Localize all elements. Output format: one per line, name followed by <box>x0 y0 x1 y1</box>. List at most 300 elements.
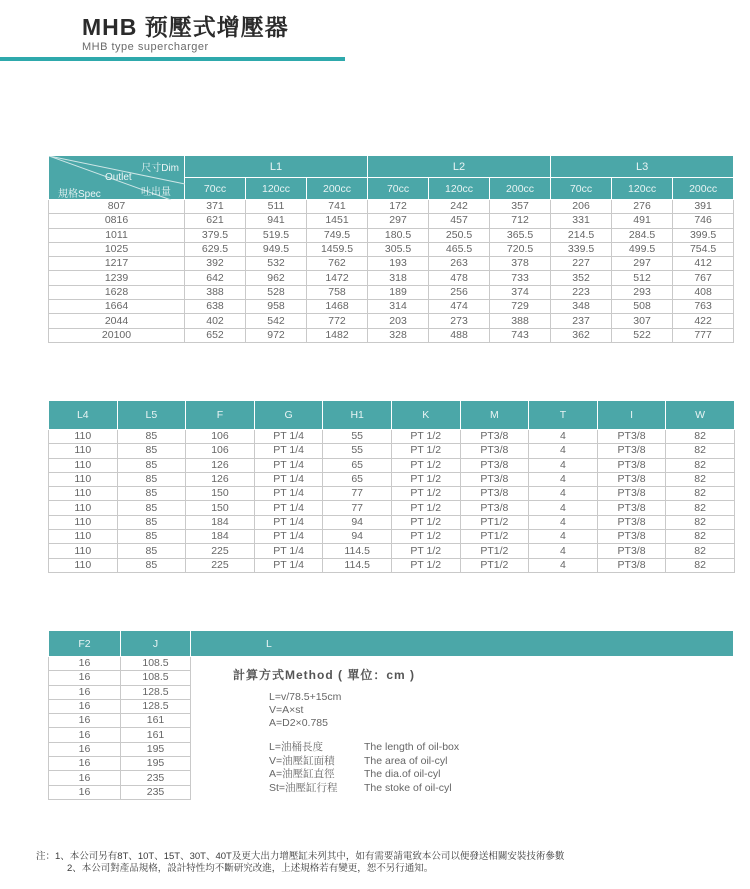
table1-value-cell: 206 <box>551 200 612 214</box>
table2-value-cell: PT 1/4 <box>254 487 323 501</box>
page-header <box>82 14 289 53</box>
table2-value-cell: PT1/2 <box>460 558 529 572</box>
table2-header: M <box>460 401 529 430</box>
table2-value-cell: 82 <box>666 430 735 444</box>
table2-value-cell: PT1/2 <box>460 544 529 558</box>
table2-value-cell: PT 1/2 <box>391 558 460 572</box>
table2-value-cell: PT 1/2 <box>391 444 460 458</box>
method-definitions <box>269 741 734 795</box>
table1-value-cell: 1468 <box>307 300 368 314</box>
footnote-line: 注：1、本公司另有8T、10T、15T、30T、40T及更大出力增壓缸未列其中，如有需要請電致本公司以便發送相關安裝技術參數 <box>36 851 565 862</box>
page-title: MHB 预壓式增壓器 <box>82 14 289 40</box>
table2-row <box>49 430 735 444</box>
table2-value-cell: 94 <box>323 530 392 544</box>
table2-value-cell: 82 <box>666 472 735 486</box>
table2-value-cell: 4 <box>529 558 598 572</box>
formula-line: A=D2×0.785 <box>269 717 328 729</box>
table1-subheader: 120cc <box>246 178 307 200</box>
table1-value-cell: 733 <box>490 271 551 285</box>
table1-value-cell: 512 <box>612 271 673 285</box>
table1-value-cell: 528 <box>246 285 307 299</box>
table1-row <box>49 257 734 271</box>
table1-row <box>49 271 734 285</box>
table2-value-cell: 77 <box>323 487 392 501</box>
table1-value-cell: 741 <box>307 200 368 214</box>
table2-value-cell: 55 <box>323 430 392 444</box>
table1-value-cell: 352 <box>551 271 612 285</box>
table1-value-cell: 712 <box>490 214 551 228</box>
table2-value-cell: PT 1/2 <box>391 472 460 486</box>
table2-value-cell: PT 1/2 <box>391 430 460 444</box>
table1-subheader: 70cc <box>368 178 429 200</box>
table2-value-cell: 4 <box>529 530 598 544</box>
table2-value-cell: 110 <box>49 472 118 486</box>
definition-zh: L=油桶長度 <box>269 741 323 753</box>
table2-value-cell: 85 <box>117 530 186 544</box>
table1-value-cell: 256 <box>429 285 490 299</box>
table1-value-cell: 972 <box>246 328 307 342</box>
table1-value-cell: 172 <box>368 200 429 214</box>
table1-subheader: 120cc <box>612 178 673 200</box>
table1-value-cell: 297 <box>612 257 673 271</box>
table3-value-cell: 128.5 <box>121 699 191 713</box>
table2-value-cell: 65 <box>323 458 392 472</box>
table2-value-cell: 4 <box>529 430 598 444</box>
table1-value-cell: 214.5 <box>551 228 612 242</box>
table2-value-cell: 110 <box>49 515 118 529</box>
table1-row <box>49 300 734 314</box>
table2-value-cell: 82 <box>666 487 735 501</box>
table1-row <box>49 228 734 242</box>
table1-corner-header <box>49 156 185 200</box>
definition-en: The stoke of oil-cyl <box>364 781 452 794</box>
table2-value-cell: 85 <box>117 487 186 501</box>
table1-value-cell: 777 <box>673 328 734 342</box>
table1-value-cell: 362 <box>551 328 612 342</box>
table1-value-cell: 371 <box>185 200 246 214</box>
corner-label-spec: 規格Spec <box>58 189 101 200</box>
table1-value-cell: 763 <box>673 300 734 314</box>
table2-value-cell: PT3/8 <box>460 472 529 486</box>
table1-spec-cell: 1217 <box>49 257 185 271</box>
definition-zh: St=油壓缸行程 <box>269 781 338 794</box>
table2-value-cell: 85 <box>117 430 186 444</box>
table2-value-cell: PT 1/4 <box>254 501 323 515</box>
table1-value-cell: 293 <box>612 285 673 299</box>
table2-row <box>49 530 735 544</box>
table2-value-cell: PT3/8 <box>597 472 666 486</box>
table1-value-cell: 273 <box>429 314 490 328</box>
definition-en: The area of oil-cyl <box>364 754 448 767</box>
definition-en: The dia.of oil-cyl <box>364 768 441 780</box>
table2-value-cell: PT 1/4 <box>254 458 323 472</box>
table1-row <box>49 285 734 299</box>
table2-value-cell: 85 <box>117 558 186 572</box>
table2-value-cell: 110 <box>49 487 118 501</box>
corner-label-tuchu: 吐出量 <box>141 187 171 198</box>
table1-value-cell: 189 <box>368 285 429 299</box>
definition-zh: V=油壓缸面積 <box>269 754 335 767</box>
table2-value-cell: PT3/8 <box>597 501 666 515</box>
table1-value-cell: 522 <box>612 328 673 342</box>
table2-value-cell: 114.5 <box>323 558 392 572</box>
table1-value-cell: 328 <box>368 328 429 342</box>
table1-spec-cell: 1011 <box>49 228 185 242</box>
table2-value-cell: PT3/8 <box>597 444 666 458</box>
table1-value-cell: 314 <box>368 300 429 314</box>
table1-value-cell: 331 <box>551 214 612 228</box>
table2-value-cell: PT3/8 <box>597 430 666 444</box>
table1-value-cell: 408 <box>673 285 734 299</box>
table1-value-cell: 365.5 <box>490 228 551 242</box>
table1-value-cell: 941 <box>246 214 307 228</box>
table1-value-cell: 227 <box>551 257 612 271</box>
table2-value-cell: PT 1/4 <box>254 544 323 558</box>
table1-value-cell: 180.5 <box>368 228 429 242</box>
table2-value-cell: PT3/8 <box>460 430 529 444</box>
table1-value-cell: 339.5 <box>551 242 612 256</box>
table3-l-cell <box>191 657 734 800</box>
table1-value-cell: 348 <box>551 300 612 314</box>
table3-value-cell: 108.5 <box>121 671 191 685</box>
table1-spec-cell: 20100 <box>49 328 185 342</box>
table2-header: F <box>186 401 255 430</box>
definition-row <box>269 755 734 769</box>
table1-value-cell: 729 <box>490 300 551 314</box>
definition-row <box>269 741 734 755</box>
method-block <box>191 657 734 795</box>
table1-subheader: 70cc <box>185 178 246 200</box>
table2-value-cell: PT3/8 <box>597 487 666 501</box>
table1-spec-cell: 1628 <box>49 285 185 299</box>
table1-row <box>49 214 734 228</box>
dimension-table-L1-L3 <box>48 155 734 343</box>
table1-value-cell: 242 <box>429 200 490 214</box>
table1-value-cell: 642 <box>185 271 246 285</box>
table2-value-cell: PT1/2 <box>460 530 529 544</box>
corner-label-outlet: Outlet <box>105 172 132 183</box>
table3-value-cell: 195 <box>121 742 191 756</box>
table1-value-cell: 388 <box>490 314 551 328</box>
table1-subheader: 120cc <box>429 178 490 200</box>
table1-value-cell: 1482 <box>307 328 368 342</box>
table2-value-cell: PT 1/4 <box>254 472 323 486</box>
table1-spec-cell: 2044 <box>49 314 185 328</box>
table1-value-cell: 1459.5 <box>307 242 368 256</box>
table2-value-cell: 110 <box>49 501 118 515</box>
table3-value-cell: 16 <box>49 685 121 699</box>
table2-row <box>49 515 735 529</box>
table2-value-cell: 4 <box>529 544 598 558</box>
table1-value-cell: 772 <box>307 314 368 328</box>
definition-row <box>269 782 734 796</box>
table2-value-cell: 82 <box>666 501 735 515</box>
table2-value-cell: PT3/8 <box>597 458 666 472</box>
table1-value-cell: 1472 <box>307 271 368 285</box>
table2-header: L4 <box>49 401 118 430</box>
title-underline <box>0 57 345 61</box>
table1-row <box>49 314 734 328</box>
table2-value-cell: 126 <box>186 458 255 472</box>
table2-value-cell: 4 <box>529 472 598 486</box>
table2-value-cell: 150 <box>186 501 255 515</box>
table1-value-cell: 392 <box>185 257 246 271</box>
table2-row <box>49 472 735 486</box>
table1-value-cell: 223 <box>551 285 612 299</box>
table1-value-cell: 519.5 <box>246 228 307 242</box>
table2-row <box>49 544 735 558</box>
table2-value-cell: PT3/8 <box>460 487 529 501</box>
table3-value-cell: 16 <box>49 699 121 713</box>
definition-zh: A=油壓缸直徑 <box>269 768 335 780</box>
table-l4-w <box>48 400 735 573</box>
table1-value-cell: 203 <box>368 314 429 328</box>
table2-value-cell: PT 1/4 <box>254 515 323 529</box>
table3-row <box>49 657 734 671</box>
table2-value-cell: 55 <box>323 444 392 458</box>
table1-row <box>49 328 734 342</box>
page-subtitle: MHB type supercharger <box>82 41 209 53</box>
table1-value-cell: 767 <box>673 271 734 285</box>
table3-value-cell: 16 <box>49 714 121 728</box>
table2-value-cell: 114.5 <box>323 544 392 558</box>
table1-value-cell: 284.5 <box>612 228 673 242</box>
table1-value-cell: 412 <box>673 257 734 271</box>
table1-spec-cell: 1664 <box>49 300 185 314</box>
table2-header: I <box>597 401 666 430</box>
table2-value-cell: PT3/8 <box>460 458 529 472</box>
table2-row <box>49 558 735 572</box>
footnote-line: 2、本公司對產品規格，設計特性均不斷研究改進，上述規格若有變更，恕不另行通知。 <box>67 862 434 874</box>
table2-value-cell: 82 <box>666 515 735 529</box>
table2-header: L5 <box>117 401 186 430</box>
table1-value-cell: 297 <box>368 214 429 228</box>
table2-value-cell: PT3/8 <box>597 530 666 544</box>
table2-value-cell: 225 <box>186 558 255 572</box>
table1-value-cell: 399.5 <box>673 228 734 242</box>
table1-value-cell: 305.5 <box>368 242 429 256</box>
table2-header: K <box>391 401 460 430</box>
footnotes <box>36 851 564 874</box>
table1-value-cell: 652 <box>185 328 246 342</box>
table2-row <box>49 501 735 515</box>
table2-value-cell: 82 <box>666 544 735 558</box>
table1-spec-cell: 807 <box>49 200 185 214</box>
table2-value-cell: 110 <box>49 430 118 444</box>
table2-value-cell: PT 1/4 <box>254 530 323 544</box>
table1-value-cell: 422 <box>673 314 734 328</box>
table1-value-cell: 250.5 <box>429 228 490 242</box>
table1-value-cell: 499.5 <box>612 242 673 256</box>
table2-value-cell: 106 <box>186 430 255 444</box>
table3-value-cell: 16 <box>49 728 121 742</box>
dimension-table-F2-J-L <box>48 630 734 800</box>
table2-value-cell: 4 <box>529 444 598 458</box>
table2-value-cell: PT 1/2 <box>391 515 460 529</box>
table1-value-cell: 508 <box>612 300 673 314</box>
table2-value-cell: 65 <box>323 472 392 486</box>
table2-value-cell: 184 <box>186 530 255 544</box>
table1-value-cell: 388 <box>185 285 246 299</box>
table1-value-cell: 758 <box>307 285 368 299</box>
table1-value-cell: 754.5 <box>673 242 734 256</box>
table3-value-cell: 195 <box>121 757 191 771</box>
table3-value-cell: 161 <box>121 728 191 742</box>
corner-label-dim: 尺寸Dim <box>141 163 179 174</box>
table1-value-cell: 276 <box>612 200 673 214</box>
table2-row <box>49 458 735 472</box>
table1-value-cell: 638 <box>185 300 246 314</box>
table2-value-cell: 110 <box>49 530 118 544</box>
table1-value-cell: 318 <box>368 271 429 285</box>
table2-value-cell: PT 1/2 <box>391 544 460 558</box>
table3-value-cell: 235 <box>121 771 191 785</box>
table1-value-cell: 542 <box>246 314 307 328</box>
table2-value-cell: PT3/8 <box>597 544 666 558</box>
table1-value-cell: 193 <box>368 257 429 271</box>
table1-value-cell: 621 <box>185 214 246 228</box>
table2-row <box>49 444 735 458</box>
table2-value-cell: PT3/8 <box>597 558 666 572</box>
table2-value-cell: PT 1/2 <box>391 501 460 515</box>
table1-value-cell: 307 <box>612 314 673 328</box>
table2-value-cell: 4 <box>529 487 598 501</box>
table1-spec-cell: 1239 <box>49 271 185 285</box>
table2-value-cell: PT3/8 <box>460 501 529 515</box>
table2-value-cell: 110 <box>49 558 118 572</box>
formula-line: V=A×st <box>269 704 304 716</box>
table2-header: H1 <box>323 401 392 430</box>
table1-value-cell: 237 <box>551 314 612 328</box>
table3-value-cell: 16 <box>49 771 121 785</box>
table-f2-j-l <box>48 630 734 800</box>
table1-value-cell: 402 <box>185 314 246 328</box>
table1-row <box>49 242 734 256</box>
table1-value-cell: 357 <box>490 200 551 214</box>
table1-subheader: 200cc <box>490 178 551 200</box>
table2-header: T <box>529 401 598 430</box>
table2-value-cell: 4 <box>529 458 598 472</box>
table2-value-cell: 85 <box>117 544 186 558</box>
table2-row <box>49 487 735 501</box>
table1-value-cell: 629.5 <box>185 242 246 256</box>
table-l1-l3 <box>48 155 734 343</box>
table1-value-cell: 962 <box>246 271 307 285</box>
table1-subheader: 70cc <box>551 178 612 200</box>
table1-spec-cell: 1025 <box>49 242 185 256</box>
table1-group-header: L1 <box>185 156 368 178</box>
table1-value-cell: 532 <box>246 257 307 271</box>
table3-value-cell: 108.5 <box>121 657 191 671</box>
table1-value-cell: 457 <box>429 214 490 228</box>
table1-value-cell: 949.5 <box>246 242 307 256</box>
table2-value-cell: PT 1/2 <box>391 530 460 544</box>
table2-value-cell: 106 <box>186 444 255 458</box>
table2-header: W <box>666 401 735 430</box>
table3-value-cell: 16 <box>49 657 121 671</box>
definition-row <box>269 768 734 782</box>
table3-value-cell: 16 <box>49 671 121 685</box>
table1-value-cell: 474 <box>429 300 490 314</box>
table2-value-cell: 225 <box>186 544 255 558</box>
table2-value-cell: 77 <box>323 501 392 515</box>
table1-group-header: L2 <box>368 156 551 178</box>
table2-value-cell: PT 1/4 <box>254 430 323 444</box>
table2-value-cell: 82 <box>666 558 735 572</box>
table3-header: F2 <box>49 631 121 657</box>
table3-value-cell: 235 <box>121 785 191 799</box>
method-title: 計算方式Method ( 單位：cm ) <box>233 668 415 682</box>
table2-value-cell: 85 <box>117 458 186 472</box>
table1-value-cell: 379.5 <box>185 228 246 242</box>
table2-value-cell: PT 1/4 <box>254 558 323 572</box>
table1-value-cell: 488 <box>429 328 490 342</box>
definition-en: The length of oil-box <box>364 741 460 753</box>
method-formulas <box>269 691 734 730</box>
table2-value-cell: 184 <box>186 515 255 529</box>
table2-value-cell: 150 <box>186 487 255 501</box>
table2-value-cell: 110 <box>49 444 118 458</box>
table2-value-cell: 82 <box>666 444 735 458</box>
table1-value-cell: 511 <box>246 200 307 214</box>
table1-value-cell: 762 <box>307 257 368 271</box>
table3-value-cell: 161 <box>121 714 191 728</box>
table1-value-cell: 746 <box>673 214 734 228</box>
table1-value-cell: 391 <box>673 200 734 214</box>
table1-value-cell: 478 <box>429 271 490 285</box>
table1-subheader: 200cc <box>673 178 734 200</box>
table3-header: J <box>121 631 191 657</box>
table3-value-cell: 16 <box>49 757 121 771</box>
table1-value-cell: 465.5 <box>429 242 490 256</box>
table3-value-cell: 16 <box>49 742 121 756</box>
table1-subheader: 200cc <box>307 178 368 200</box>
table2-value-cell: PT3/8 <box>460 444 529 458</box>
table1-group-header: L3 <box>551 156 734 178</box>
table2-value-cell: 126 <box>186 472 255 486</box>
table2-value-cell: 85 <box>117 501 186 515</box>
table2-value-cell: 82 <box>666 530 735 544</box>
table2-value-cell: 82 <box>666 458 735 472</box>
table1-spec-cell: 0816 <box>49 214 185 228</box>
table2-value-cell: 110 <box>49 458 118 472</box>
dimension-table-L4-W <box>48 400 734 573</box>
table1-value-cell: 378 <box>490 257 551 271</box>
table1-value-cell: 749.5 <box>307 228 368 242</box>
table2-value-cell: 85 <box>117 472 186 486</box>
table2-value-cell: PT 1/2 <box>391 487 460 501</box>
table2-value-cell: PT3/8 <box>597 515 666 529</box>
table3-header: L <box>191 631 734 657</box>
table2-value-cell: 85 <box>117 515 186 529</box>
table2-value-cell: 94 <box>323 515 392 529</box>
table2-header: G <box>254 401 323 430</box>
table2-value-cell: 85 <box>117 444 186 458</box>
table3-value-cell: 16 <box>49 785 121 799</box>
formula-line: L=v/78.5+15cm <box>269 691 342 703</box>
table2-value-cell: PT 1/2 <box>391 458 460 472</box>
table2-value-cell: 110 <box>49 544 118 558</box>
table1-value-cell: 720.5 <box>490 242 551 256</box>
table2-value-cell: PT 1/4 <box>254 444 323 458</box>
table3-value-cell: 128.5 <box>121 685 191 699</box>
table2-value-cell: 4 <box>529 515 598 529</box>
table1-value-cell: 743 <box>490 328 551 342</box>
table1-row <box>49 200 734 214</box>
table2-value-cell: PT1/2 <box>460 515 529 529</box>
table1-value-cell: 958 <box>246 300 307 314</box>
table1-value-cell: 491 <box>612 214 673 228</box>
